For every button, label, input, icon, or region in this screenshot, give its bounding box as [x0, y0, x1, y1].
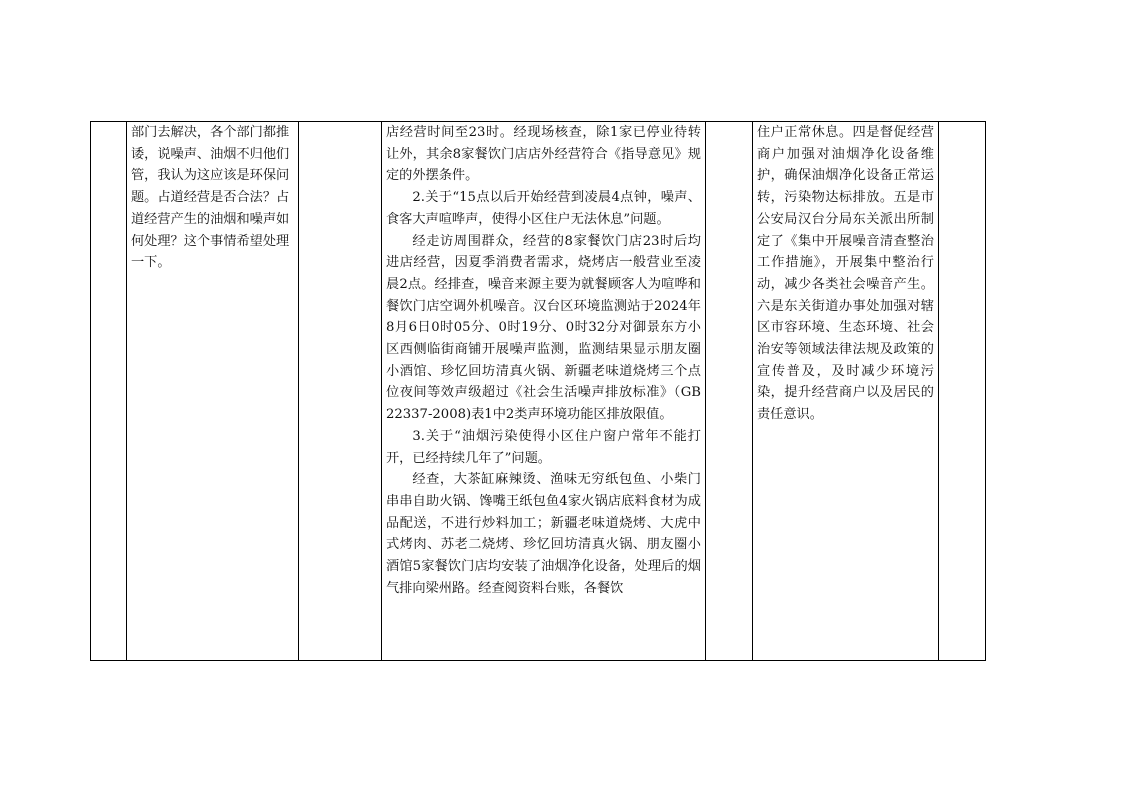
investigation-result-cell [386, 122, 701, 660]
investigation-paragraph: 经走访周围群众，经营的8家餐饮门店23时后均进店经营，因夏季消费者需求，烧烤店一般营业至凌晨2点。经排查，噪音来源主要为就餐顾客人为喧哗和餐饮门店空调外机噪音。汉台区环境监测站于2024年8月6日0时05分、0时19分、0时32分对御景东方小区西侧临街商铺开展噪声监测，监测结果显示朋友圈小酒馆、珍忆回坊清真火锅、新疆老味道烧烤三个点位夜间等效声级超过《社会生活噪声排放标准》（GB 22337-2008)表1中2类声环境功能区排放限值。 [386, 233, 701, 423]
column-divider [938, 122, 939, 660]
column-divider [705, 122, 706, 660]
column-divider [298, 122, 299, 660]
column-divider [752, 122, 753, 660]
investigation-paragraph: 店经营时间至23时。经现场核查，除1家已停业待转让外，其余8家餐饮门店店外经营符合《指导意见》规定的外摆条件。 [386, 125, 701, 184]
complaint-table [90, 121, 986, 661]
investigation-paragraph: 经查，大茶缸麻辣烫、渔味无穷纸包鱼、小柴门串串自助火锅、馋嘴王纸包鱼4家火锅店底料食材为成品配送，不进行炒料加工；新疆老味道烧烤、大虎中式烤肉、苏老二烧烤、珍忆回坊清真火锅、朋友圈小酒馆5家餐饮门店均安装了油烟净化设备，处理后的烟气排向梁州路。经查阅资料台账，各餐饮 [386, 472, 701, 596]
column-divider [126, 122, 127, 660]
investigation-paragraph: 3.关于“油烟污染使得小区住户窗户常年不能打开，已经持续几年了”问题。 [386, 428, 701, 466]
complaint-content-text: 部门去解决，各个部门都推诿，说噪声、油烟不归他们管，我认为这应该是环保问题。占道经营是否合法？占道经营产生的油烟和噪声如何处理？这个事情希望处理一下。 [131, 125, 290, 271]
complaint-content-cell [131, 122, 294, 660]
column-divider [381, 122, 382, 660]
investigation-paragraph: 2.关于“15点以后开始经营到凌晨4点钟，噪声、食客大声喧哗声，使得小区住户无法休息”问题。 [386, 190, 701, 227]
rectification-measures-text: 住户正常休息。四是督促经营商户加强对油烟净化设备维护，确保油烟净化设备正常运转，污染物达标排放。五是市公安局汉台分局东关派出所制定了《集中开展噪音清查整治工作措施》，开展集中整治行动，减少各类社会噪音产生。六是东关街道办事处加强对辖区市容环境、生态环境、社会治安等领域法律法规及政策的宣传普及，及时减少环境污染，提升经营商户以及居民的责任意识。 [757, 125, 934, 423]
rectification-measures-cell [757, 122, 934, 660]
